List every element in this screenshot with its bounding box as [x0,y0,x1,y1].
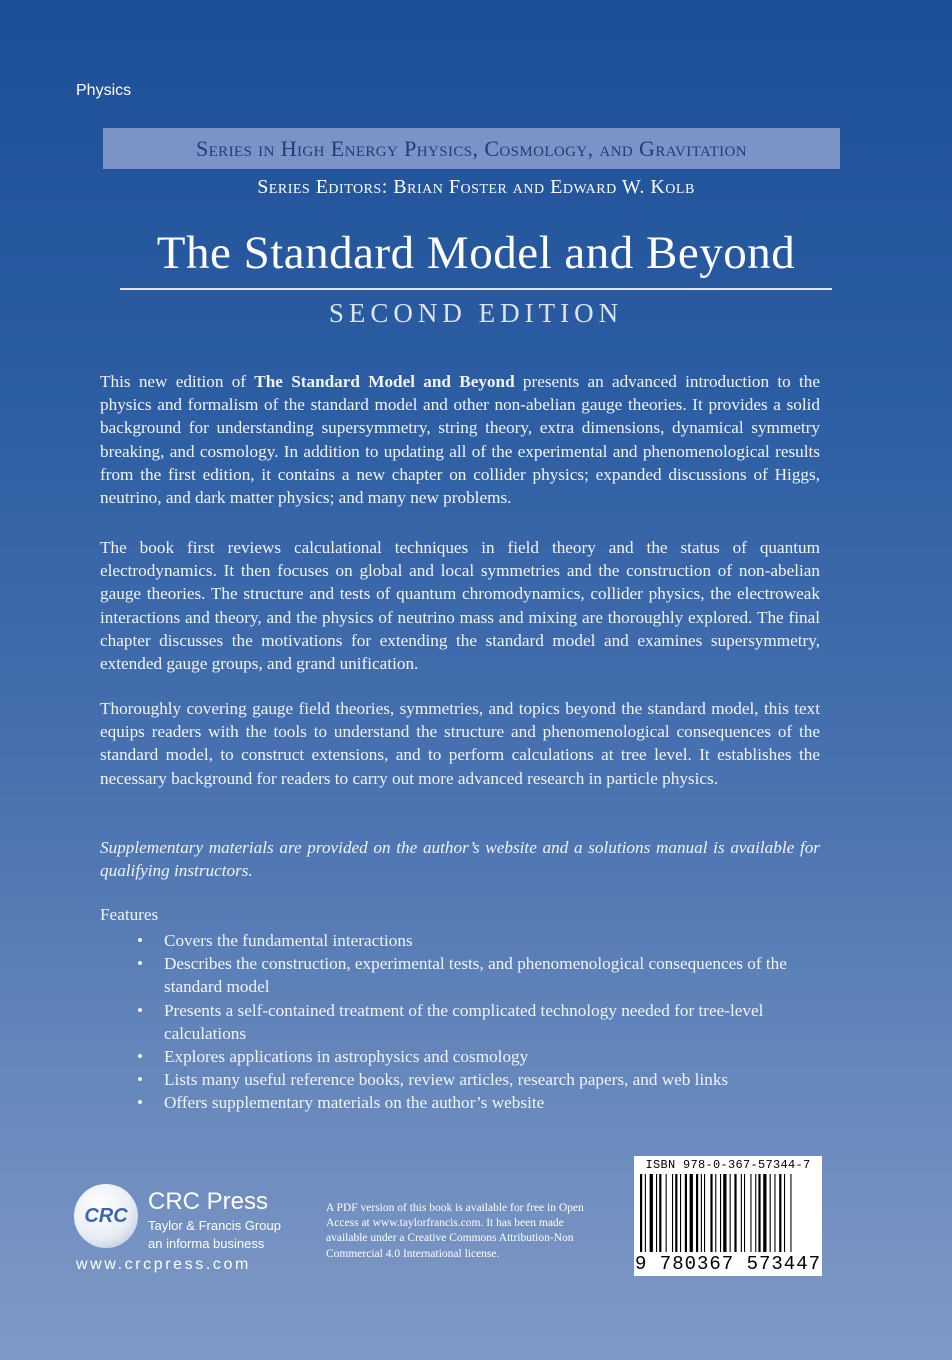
feature-item: • Presents a self-contained treatment of the complicated technology needed for tree-level calculations [137,1000,764,1043]
supplementary-note: Supplementary materials are provided on the author’s website and a solutions manual is available for qualifying instructors. [100,838,820,881]
description-paragraph-1: This new edition of The Standard Model and Beyond presents an advanced introduction to the physics and formalism of the standard model and other non-abelian gauge theories. It provides a solid background for understanding supersymmetry, string theory, extra dimensions, dynamical symmetry breaking, and cosmology. In addition to updating all of the experimental and phenomenological results from the first edition, it contains a new chapter on collider physics; expanded discussions of Higgs, neutrino, and dark matter physics; and many new problems. [100,372,820,508]
barcode-icon [640,1174,816,1252]
bullet-icon: • [137,1093,144,1113]
edition-label: SECOND EDITION [328,298,624,328]
isbn-label: ISBN 978-0-367-57344-7 [645,1158,811,1172]
publisher-url[interactable]: www.crcpress.com [76,1256,251,1273]
open-access-note: A PDF version of this book is available for free in Open Access at www.taylorfrancis.com. It has been made available under a Creative Commons Attribution-Non Commercial 4.0 International license. [326,1202,584,1260]
features-heading: Features [100,905,159,924]
bullet-icon: • [137,931,144,950]
series-banner [103,128,840,169]
isbn-barcode [634,1156,822,1276]
publisher-name: CRC Press [148,1188,269,1215]
feature-item: • Offers supplementary materials on the author’s website [137,1091,837,1114]
crc-logo-icon [74,1184,138,1248]
bullet-icon: • [137,1000,144,1020]
feature-item: • Explores applications in astrophysics and cosmology [137,1045,837,1068]
bullet-icon: • [137,1047,144,1067]
series-name: Series in High Energy Physics, Cosmology, and Gravitation [195,135,748,161]
series-editors: Series Editors: Brian Foster and Edward W. Kolb [257,176,695,198]
publisher-group: Taylor & Francis Group [148,1218,281,1233]
title-divider [120,288,832,290]
description-paragraph-3: Thoroughly covering gauge field theories, symmetries, and topics beyond the standard model, this text equips readers with the tools to understand the structure and phenomenological consequences of the standard model, to construct extensions, and to perform calculations at tree level. It establishes the necessary background for readers to carry out more advanced research in particle physics. [100,699,820,788]
book-title: The Standard Model and Beyond [156,227,796,279]
inline-book-title: The Standard Model and Beyond [254,372,515,391]
feature-item: • Lists many useful reference books, review articles, research papers, and web links [137,1068,837,1091]
description-paragraph-2: The book first reviews calculational techniques in field theory and the status of quantum electrodynamics. It then focuses on global and local symmetries and the construction of non-abelian gauge theories. The structure and tests of quantum chromodynamics, collider physics, the electroweak interactions and theory, and the physics of neutrino mass and mixing are thoroughly explored. The final chapter discusses the motivations for extending the standard model and examines supersymmetry, extended gauge groups, and grand unification. [100,538,820,674]
feature-item: • Describes the construction, experimental tests, and phenomenological consequences of the standard model [137,954,787,997]
feature-item: • Covers the fundamental interactions [137,929,837,952]
features-list [137,929,837,1115]
isbn-digits: 9 780367 573447 [634,1253,822,1275]
bullet-icon: • [137,1070,144,1090]
crc-logo-text: CRC [84,1204,128,1227]
publisher-business: an informa business [148,1236,265,1251]
subject-label: Physics [76,82,132,99]
bullet-icon: • [137,954,144,974]
